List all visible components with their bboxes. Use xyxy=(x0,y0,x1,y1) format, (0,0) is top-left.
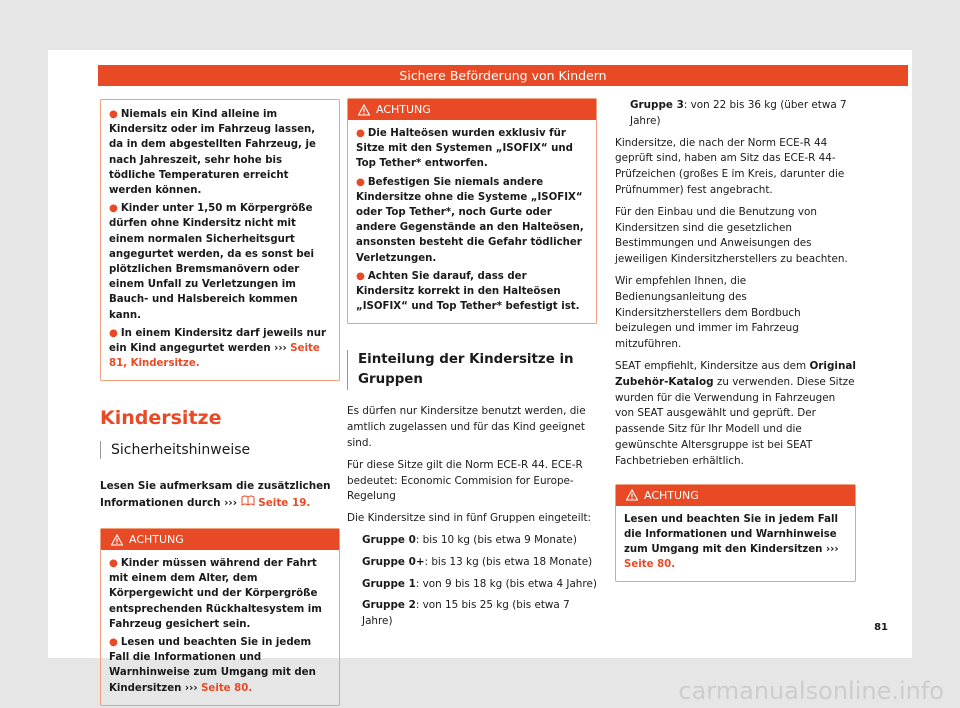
sub-title: Sicherheitshinweise xyxy=(100,441,340,459)
bullet-icon: ● xyxy=(109,203,118,215)
warning-title: ACHTUNG xyxy=(101,529,339,550)
column-middle xyxy=(347,98,597,636)
section-heading: Einteilung der Kindersitze in Gruppen xyxy=(347,350,597,390)
bullet-icon: ● xyxy=(356,128,365,139)
group-item: Gruppe 0: bis 10 kg (bis etwa 9 Monate) xyxy=(362,534,577,547)
section-title: Kindersitze xyxy=(100,407,222,430)
warning-icon xyxy=(111,534,123,546)
paragraph: Kindersitze, die nach der Norm ECE-R 44 geprüft sind, haben am Sitz das ECE-R 44-Prüfzeichen (großes E im Kreis, darunter die Prüfnummer) fest angebracht. xyxy=(615,136,845,196)
warning-icon xyxy=(358,104,370,116)
warning-text: Lesen und beachten Sie in jedem Fall die Informationen und Warnhinweise zum Umgang mit den Kindersitzen ››› Seite 80. xyxy=(624,513,839,571)
list-item: ● Befestigen Sie niemals andere Kindersitze ohne die Systeme „ISOFIX“ oder Top Tether*, noch Gurte oder andere Gegenstände an den Halteösen, ansonsten besteht die Gefahr tödlicher Verletzungen. xyxy=(356,176,584,264)
page-header: Sichere Beförderung von Kindern xyxy=(98,65,908,86)
warning-box xyxy=(615,484,856,583)
list-item: ● Achten Sie darauf, dass der Kindersitz korrekt in den Halteösen „ISOFIX“ und Top Tether* befestigt ist. xyxy=(356,270,580,313)
paragraph: Für diese Sitze gilt die Norm ECE-R 44. ECE-R bedeutet: Economic Commision for Europe-Regelung xyxy=(347,458,583,503)
warning-title: ACHTUNG xyxy=(616,485,855,506)
intro-text: Lesen Sie aufmerksam die zusätzlichen Informationen durch ››› Seite 19. xyxy=(100,480,331,510)
page-link[interactable]: Seite 19. xyxy=(258,497,311,510)
page-number: 81 xyxy=(874,622,888,633)
book-icon xyxy=(241,497,259,509)
group-item: Gruppe 2: von 15 bis 25 kg (bis etwa 7 Jahre) xyxy=(362,599,570,628)
bullet-icon: ● xyxy=(356,270,365,282)
list-item: ● Kinder müssen während der Fahrt mit einem dem Alter, dem Körpergewicht und der Körpergröße entsprechenden Rückhaltesystem im Fahrzeug gesichert sein. xyxy=(109,558,322,630)
warning-box xyxy=(347,98,597,324)
paragraph: Wir empfehlen Ihnen, die Bedienungsanleitung des Kindersitzherstellers dem Bordbuch beizulegen und immer im Fahrzeug mitzuführen. xyxy=(615,274,801,351)
group-item: Gruppe 3: von 22 bis 36 kg (über etwa 7 Jahre) xyxy=(630,99,847,127)
page-link[interactable]: Seite 81, Kindersitze. xyxy=(109,343,320,370)
body-text xyxy=(347,404,597,630)
watermark-text: carmanualsonline.info xyxy=(678,677,944,705)
warning-title: ACHTUNG xyxy=(348,99,596,120)
list-item: ● Lesen und beachten Sie in jedem Fall die Informationen und Warnhinweise zum Umgang mit den Kindersitzen ››› Seite 80. xyxy=(109,637,316,694)
bullet-icon: ● xyxy=(109,558,118,570)
warning-icon xyxy=(626,489,638,501)
group-item: Gruppe 1: von 9 bis 18 kg (bis etwa 4 Jahre) xyxy=(362,577,597,590)
paragraph: SEAT empfiehlt, Kindersitze aus dem Original Zubehör-Katalog zu verwenden. Diese Sitze wurden für die Verwendung in Fahrzeugen von SEAT ausgewählt und geprüft. Der passende Sitz für Ihr Modell und die gewünschte Altersgruppe ist bei SEAT Fachbetrieben erhältlich. xyxy=(615,359,856,467)
page-link[interactable]: Seite 80. xyxy=(201,682,253,694)
column-left xyxy=(100,99,340,706)
page-link[interactable]: Seite 80. xyxy=(624,559,676,571)
list-item: ● Die Halteösen wurden exklusiv für Sitze mit den Systemen „ISOFIX“ und Top Tether* entworfen. xyxy=(356,128,573,170)
list-item: ● Niemals ein Kind alleine im Kindersitz oder im Fahrzeug lassen, da in dem abgestellten Fahrzeug, je nach Jahreszeit, sehr hohe bis tödliche Temperaturen erreicht werden können. xyxy=(109,109,316,197)
paragraph: Für den Einbau und die Benutzung von Kindersitzen sind die gesetzlichen Bestimmungen und Anweisungen des jeweiligen Kindersitzherstellers zu beachten. xyxy=(615,205,848,266)
bullet-icon: ● xyxy=(109,637,118,649)
bullet-icon: ● xyxy=(109,109,118,120)
info-box-top xyxy=(100,99,340,381)
warning-box xyxy=(100,528,340,706)
group-item: Gruppe 0+: bis 13 kg (bis etwa 18 Monate) xyxy=(362,555,593,568)
paragraph: Es dürfen nur Kindersitze benutzt werden, die amtlich zugelassen und für das Kind geeignet sind. xyxy=(347,405,586,450)
column-right xyxy=(615,98,856,582)
paragraph: Die Kindersitze sind in fünf Gruppen eingeteilt: xyxy=(347,512,592,525)
list-item: ● Kinder unter 1,50 m Körpergröße dürfen ohne Kindersitz nicht mit einem normalen Sicherheitsgurt angegurtet werden, da es sonst bei plötzlichen Bremsmanövern oder einem Unfall zu Verletzungen im Bauch- und Halsbereich kommen kann. xyxy=(109,203,315,321)
bullet-icon: ● xyxy=(109,327,118,339)
bullet-icon: ● xyxy=(356,176,365,188)
list-item: ● In einem Kindersitz darf jeweils nur ein Kind angegurtet werden ››› Seite 81, Kindersitze. xyxy=(109,327,326,370)
